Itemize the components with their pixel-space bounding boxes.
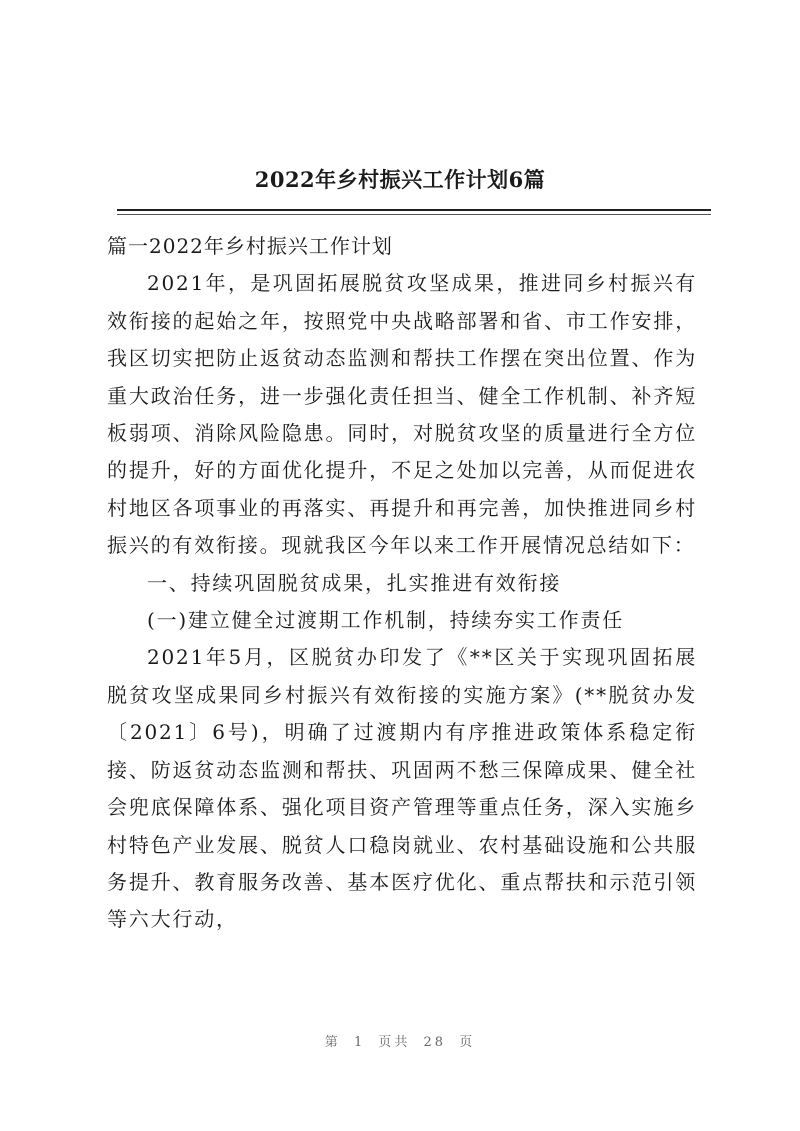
heading-level-2: (一)建立健全过渡期工作机制，持续夯实工作责任 bbox=[147, 608, 625, 633]
footer-suffix: 页 bbox=[459, 1035, 476, 1050]
footer-page-number: 1 bbox=[353, 1035, 366, 1050]
footer-prefix: 第 bbox=[324, 1035, 341, 1050]
paragraph-body: 2021年5月，区脱贫办印发了《**区关于实现巩固拓展脱贫攻坚成果同乡村振兴有效衔接的实施方案》(**脱贫办发〔2021〕6号)，明确了过渡期内有序推进政策体系稳定衔接、防返贫动态监测和帮扶、巩固两不愁三保障成果、健全社会兜底保障体系、强化项目资产管理等重点任务，深入实施乡村特色产业发展、脱贫人口稳岗就业、农村基础设施和公共服务提升、教育服务改善、基本医疗优化、重点帮扶和示范引领等六大行动， bbox=[107, 645, 697, 932]
document-body bbox=[107, 228, 697, 939]
heading-level-1: 一、持续巩固脱贫成果，扎实推进有效衔接 bbox=[147, 570, 562, 595]
footer-total-pages: 28 bbox=[423, 1035, 447, 1050]
title-divider-thin bbox=[117, 214, 711, 215]
paragraph-intro: 2021年，是巩固拓展脱贫攻坚成果，推进同乡村振兴有效衔接的起始之年，按照党中央战略部署和省、市工作安排，我区切实把防止返贫动态监测和帮扶工作摆在突出位置、作为重大政治任务，进一步强化责任担当、健全工作机制、补齐短板弱项、消除风险隐患。同时，对脱贫攻坚的质量进行全方位的提升，好的方面优化提升，不足之处加以完善，从而促进农村地区各项事业的再落实、再提升和再完善，加快推进同乡村振兴的有效衔接。现就我区今年以来工作开展情况总结如下： bbox=[107, 271, 697, 558]
footer-middle: 页共 bbox=[378, 1035, 411, 1050]
title-divider bbox=[117, 209, 711, 211]
document-title: 2022年乡村振兴工作计划6篇 bbox=[254, 167, 546, 192]
section-heading: 篇一2022年乡村振兴工作计划 bbox=[107, 234, 393, 258]
page-footer bbox=[0, 1031, 800, 1050]
